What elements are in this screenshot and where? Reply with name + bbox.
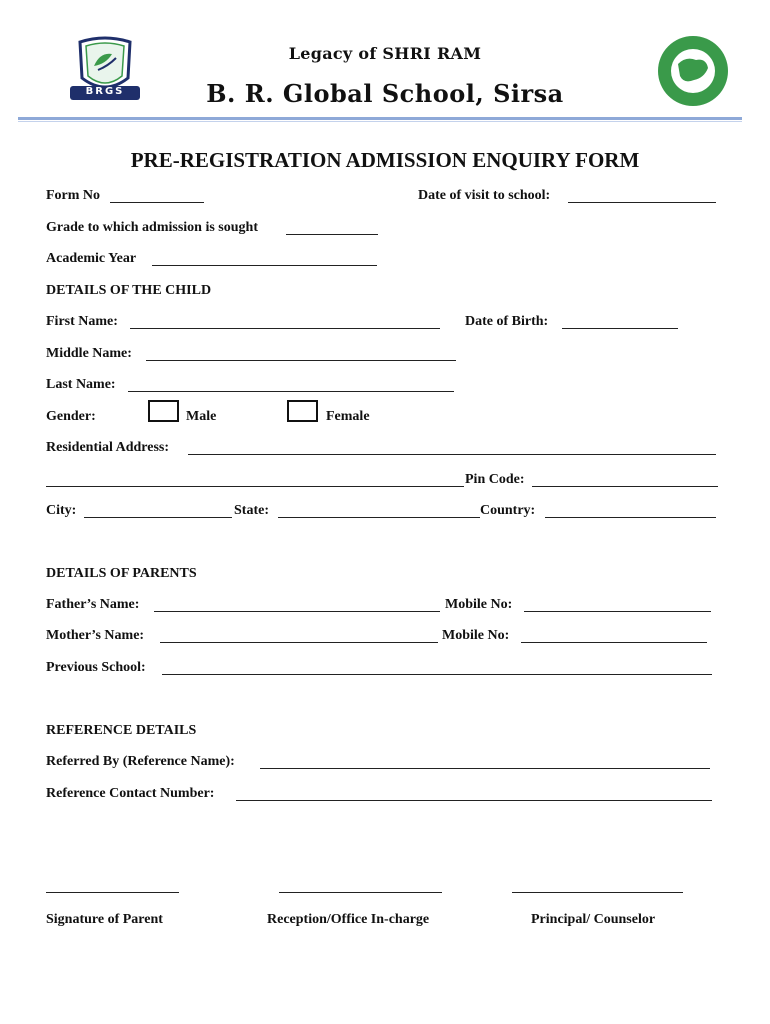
mother-name-field[interactable] (160, 642, 438, 643)
father-name-field[interactable] (154, 611, 440, 612)
father-mobile-label: Mobile No: (445, 597, 513, 612)
header-rule-light (18, 121, 742, 122)
header-rule (18, 117, 742, 120)
form-no-field[interactable] (110, 202, 204, 203)
mother-mobile-label: Mobile No: (442, 628, 510, 643)
date-of-visit-field[interactable] (568, 202, 716, 203)
city-field[interactable] (84, 517, 232, 518)
parent-signature-label: Signature of Parent (46, 912, 163, 927)
pin-code-label: Pin Code: (465, 472, 525, 487)
middle-name-label: Middle Name: (46, 346, 132, 361)
father-name-label: Father’s Name: (46, 597, 140, 612)
address-label: Residential Address: (46, 440, 170, 455)
grade-field[interactable] (286, 234, 378, 235)
country-label: Country: (480, 503, 536, 518)
reference-contact-field[interactable] (236, 800, 712, 801)
first-name-field[interactable] (130, 328, 440, 329)
dob-field[interactable] (562, 328, 678, 329)
reference-details-heading: REFERENCE DETAILS (46, 723, 197, 738)
form-no-label: Form No (46, 188, 101, 203)
address-field-line2[interactable] (46, 486, 464, 487)
school-name: B. R. Global School, Sirsa (206, 79, 564, 108)
principal-signature-label: Principal/ Counselor (531, 912, 656, 927)
father-mobile-field[interactable] (524, 611, 711, 612)
male-label: Male (186, 409, 217, 424)
female-label: Female (326, 409, 370, 424)
reception-signature-label: Reception/Office In-charge (267, 912, 430, 927)
pin-code-field[interactable] (532, 486, 718, 487)
school-tagline: Legacy of SHRI RAM (288, 44, 482, 63)
child-details-heading: DETAILS OF THE CHILD (46, 283, 212, 298)
last-name-field[interactable] (128, 391, 454, 392)
mother-mobile-field[interactable] (521, 642, 707, 643)
first-name-label: First Name: (46, 314, 118, 329)
previous-school-label: Previous School: (46, 660, 146, 675)
parent-signature-line[interactable] (46, 892, 179, 893)
parents-details-heading: DETAILS OF PARENTS (46, 566, 197, 581)
state-field[interactable] (278, 517, 480, 518)
state-label: State: (234, 503, 269, 518)
academic-year-label: Academic Year (46, 251, 137, 266)
grade-label: Grade to which admission is sought (46, 220, 258, 235)
country-field[interactable] (545, 517, 716, 518)
dob-label: Date of Birth: (465, 314, 549, 329)
form-title: PRE-REGISTRATION ADMISSION ENQUIRY FORM (130, 148, 640, 172)
referred-by-label: Referred By (Reference Name): (46, 754, 235, 769)
male-checkbox[interactable] (148, 400, 179, 422)
brgs-logo-text: BRGS (85, 86, 125, 97)
reception-signature-line[interactable] (279, 892, 442, 893)
principal-signature-line[interactable] (512, 892, 683, 893)
academic-year-field[interactable] (152, 265, 377, 266)
referred-by-field[interactable] (260, 768, 710, 769)
city-label: City: (46, 503, 77, 518)
mother-name-label: Mother’s Name: (46, 628, 145, 643)
last-name-label: Last Name: (46, 377, 116, 392)
reference-contact-label: Reference Contact Number: (46, 786, 215, 801)
address-field-line1[interactable] (188, 454, 716, 455)
middle-name-field[interactable] (146, 360, 456, 361)
shri-ram-trust-logo (656, 34, 730, 108)
gender-label: Gender: (46, 409, 96, 424)
date-of-visit-label: Date of visit to school: (418, 188, 551, 203)
female-checkbox[interactable] (287, 400, 318, 422)
previous-school-field[interactable] (162, 674, 712, 675)
